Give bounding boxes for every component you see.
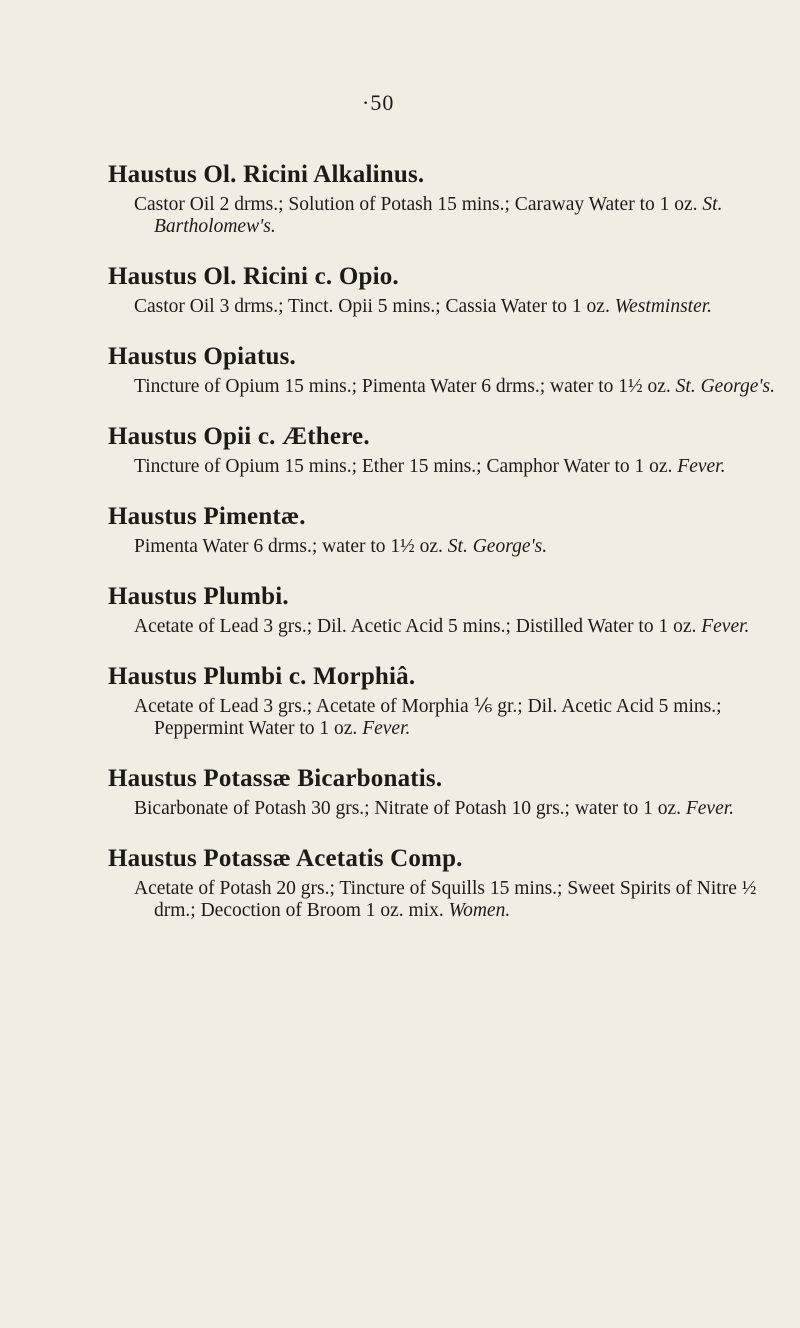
recipe-source: Women.	[448, 900, 511, 921]
recipe-title: Haustus Potassæ Bicarbonatis.	[108, 765, 443, 792]
recipe-source: Fever.	[701, 616, 750, 637]
recipe-ingredients: Castor Oil 2 drms.; Solution of Potash 15 mins.; Caraway Water to 1 oz.	[134, 194, 698, 215]
recipe-body	[108, 194, 778, 238]
recipe-ingredients: Tincture of Opium 15 mins.; Ether 15 mins.; Camphor Water to 1 oz.	[134, 456, 673, 477]
recipe-body	[108, 696, 778, 740]
recipe-ingredients: Pimenta Water 6 drms.; water to 1½ oz.	[134, 536, 443, 557]
recipe-body	[108, 798, 778, 820]
recipe-source: St. George's.	[447, 536, 548, 557]
recipe-entry	[108, 764, 778, 820]
page-number: ·50	[362, 90, 395, 115]
page-number-value: 50	[370, 90, 395, 115]
recipe-entry	[108, 502, 778, 558]
recipe-body	[108, 376, 778, 398]
recipe-entry	[108, 262, 778, 318]
recipe-ingredients: Tincture of Opium 15 mins.; Pimenta Water 6 drms.; water to 1½ oz.	[134, 376, 671, 397]
recipe-body	[108, 296, 778, 318]
recipe-ingredients: Castor Oil 3 drms.; Tinct. Opii 5 mins.; Cassia Water to 1 oz.	[134, 296, 610, 317]
recipe-entry	[108, 582, 778, 638]
recipe-title: Haustus Ol. Ricini Alkalinus.	[108, 161, 425, 188]
recipe-source: St. Bartholomew's.	[154, 194, 723, 237]
recipe-title: Haustus Ol. Ricini c. Opio.	[108, 263, 399, 290]
recipe-entry	[108, 662, 778, 740]
recipe-source: Fever.	[685, 798, 735, 819]
recipe-source: Westminster.	[614, 296, 713, 317]
recipe-entry	[108, 160, 778, 238]
recipe-title: Haustus Pimentæ.	[108, 503, 306, 530]
recipe-title: Haustus Opiatus.	[108, 343, 296, 370]
recipe-entry	[108, 342, 778, 398]
recipe-title: Haustus Plumbi.	[108, 583, 289, 610]
recipe-body	[108, 878, 778, 922]
recipe-source: Fever.	[362, 718, 411, 739]
recipe-source: St. George's.	[675, 376, 775, 397]
recipe-body	[108, 616, 778, 638]
recipe-list	[108, 160, 778, 946]
recipe-body	[108, 456, 778, 478]
recipe-ingredients: Acetate of Potash 20 grs.; Tincture of Squills 15 mins.; Sweet Spirits of Nitre ½ drm.; Decoction of Broom 1 oz. mix.	[134, 878, 757, 921]
recipe-ingredients: Acetate of Lead 3 grs.; Dil. Acetic Acid 5 mins.; Distilled Water to 1 oz.	[134, 616, 697, 637]
recipe-title: Haustus Opii c. Æthere.	[108, 423, 370, 450]
recipe-entry	[108, 422, 778, 478]
recipe-body	[108, 536, 778, 558]
recipe-title: Haustus Plumbi c. Morphiâ.	[108, 663, 416, 690]
recipe-ingredients: Bicarbonate of Potash 30 grs.; Nitrate of Potash 10 grs.; water to 1 oz.	[134, 798, 681, 819]
recipe-ingredients: Acetate of Lead 3 grs.; Acetate of Morphia ⅙ gr.; Dil. Acetic Acid 5 mins.; Peppermint Water to 1 oz.	[134, 696, 722, 739]
recipe-source: Fever.	[677, 456, 726, 477]
recipe-entry	[108, 844, 778, 922]
recipe-title: Haustus Potassæ Acetatis Comp.	[108, 845, 463, 872]
